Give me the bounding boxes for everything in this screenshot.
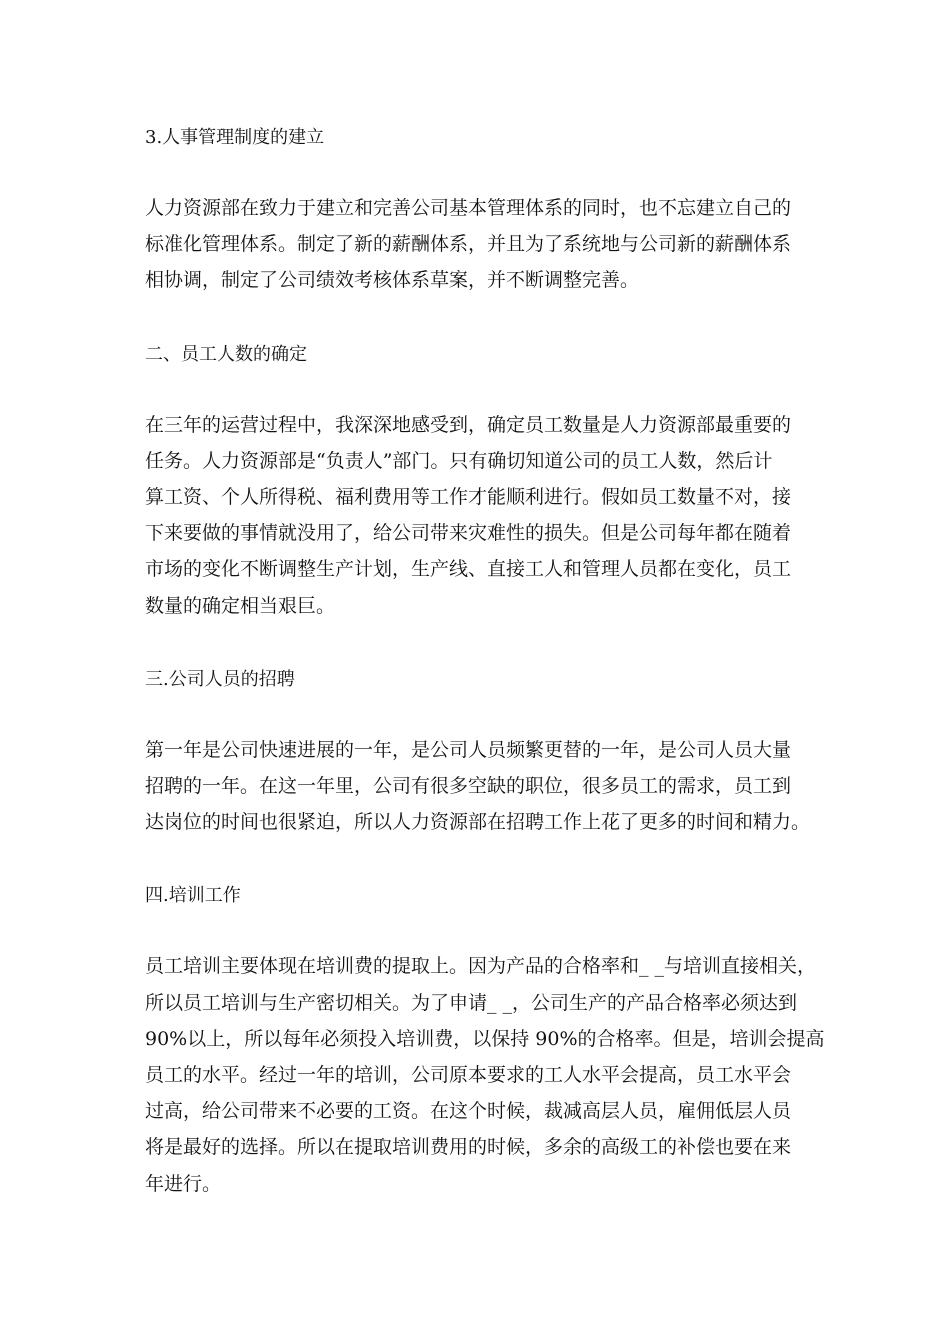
paragraph-line: 员工培训主要体现在培训费的提取上。因为产品的合格率和_ _与培训直接相关，	[145, 955, 817, 978]
paragraph-line: 相协调，制定了公司绩效考核体系草案，并不断调整完善。	[145, 269, 640, 292]
paragraph-recruitment	[145, 732, 825, 841]
paragraph-line: 任务。人力资源部是“负责人”部门。只有确切知道公司的员工人数，然后计	[145, 449, 773, 472]
paragraph-line: 数量的确定相当艰巨。	[145, 594, 336, 617]
paragraph-line: 算工资、个人所得税、福利费用等工作才能顺利进行。假如员工数量不对，接	[145, 486, 792, 509]
section-heading-training: 四.培训工作	[145, 885, 241, 907]
document-body	[145, 122, 825, 1242]
paragraph-training	[145, 948, 825, 1201]
paragraph-line: 下来要做的事情就没用了，给公司带来灾难性的损失。但是公司每年都在随着	[145, 522, 792, 545]
paragraph-line: 第一年是公司快速进展的一年，是公司人员频繁更替的一年，是公司人员大量	[145, 738, 792, 761]
paragraph-line: 年进行。	[145, 1172, 222, 1195]
paragraph-line: 市场的变化不断调整生产计划，生产线、直接工人和管理人员都在变化，员工	[145, 558, 792, 581]
section-heading-hr-system: 3.人事管理制度的建立	[145, 127, 325, 148]
paragraph-line: 90%以上，所以每年必须投入培训费，以保持 90%的合格率。但是，培训会提高	[145, 1027, 825, 1050]
paragraph-line: 人力资源部在致力于建立和完善公司基本管理体系的同时，也不忘建立自己的	[145, 197, 792, 219]
paragraph-line: 标准化管理体系。制定了新的薪酬体系，并且为了系统地与公司新的薪酬体系	[145, 233, 792, 256]
paragraph-line: 在三年的运营过程中，我深深地感受到，确定员工数量是人力资源部最重要的	[145, 413, 792, 436]
paragraph-line: 将是最好的选择。所以在提取培训费用的时候，多余的高级工的补偿也要在来	[145, 1136, 792, 1159]
paragraph-line: 所以员工培训与生产密切相关。为了申请_ _，公司生产的产品合格率必须达到	[145, 991, 798, 1014]
paragraph-line: 过高，给公司带来不必要的工资。在这个时候，裁减高层人员，雇佣低层人员	[145, 1100, 792, 1123]
paragraph-hr-system	[145, 190, 825, 299]
paragraph-line: 招聘的一年。在这一年里，公司有很多空缺的职位，很多员工的需求，员工到	[145, 775, 792, 798]
paragraph-line: 达岗位的时间也很紧迫，所以人力资源部在招聘工作上花了更多的时间和精力。	[145, 811, 811, 834]
paragraph-line: 员工的水平。经过一年的培训，公司原本要求的工人水平会提高，员工水平会	[145, 1064, 792, 1087]
paragraph-headcount	[145, 407, 825, 624]
section-heading-recruitment: 三.公司人员的招聘	[145, 668, 295, 690]
section-heading-headcount: 二、员工人数的确定	[145, 343, 307, 365]
